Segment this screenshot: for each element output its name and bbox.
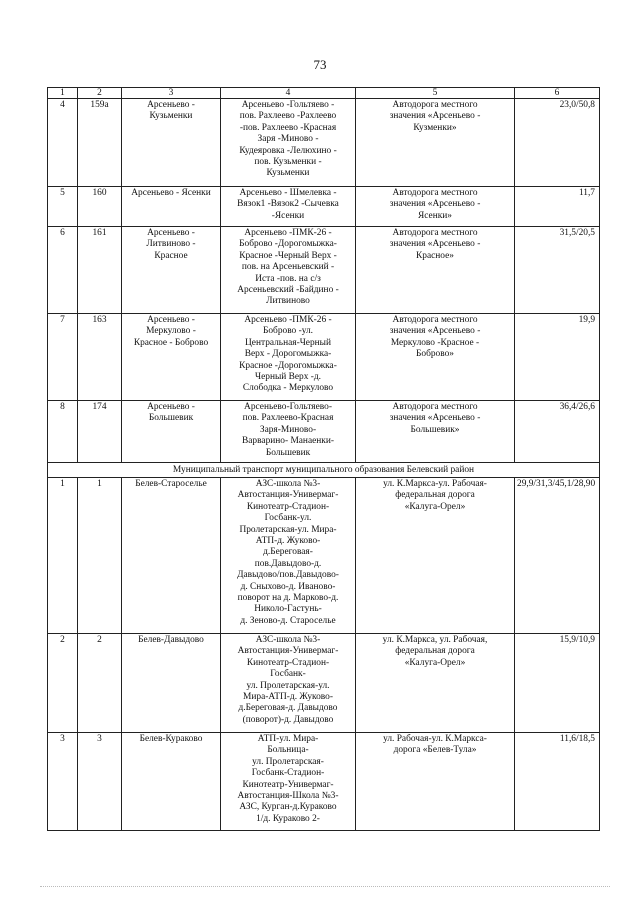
route-path-cell: Арсеньево - Шмелевка - Вязок1 -Вязок2 -Сычевка -Ясенки bbox=[221, 187, 356, 227]
route-name-cell: Арсеньево - Кузьменки bbox=[122, 99, 221, 187]
table-header-row bbox=[48, 88, 600, 99]
scan-artifact-line bbox=[40, 886, 610, 888]
route-number-cell: 161 bbox=[78, 227, 122, 314]
route-path-cell: АЗС-школа №3- Автостанция-Универмаг- Кинотеатр-Стадион- Госбанк- ул. Пролетарская-ул. Мира-АТП-д. Жуково- д.Береговая-д. Давыдово (поворот)-д. Давыдово bbox=[221, 634, 356, 733]
route-number-cell: 159а bbox=[78, 99, 122, 187]
section-row bbox=[48, 463, 600, 478]
table-row bbox=[48, 634, 600, 733]
route-path-cell: АЗС-школа №3- Автостанция-Универмаг- Кинотеатр-Стадион- Госбанк-ул. Пролетарская-ул. Мира- АТП-д. Жуково- д.Береговая- пов.Давыдово-д. Давыдово/пов.Давыдово- д. Сныхово-д. Иваново- поворот на д. Марково-д. Николо-Гастунь- д. Зеново-д. Староселье bbox=[221, 478, 356, 634]
route-number-cell: 2 bbox=[78, 634, 122, 733]
road-cell: ул. К.Маркса-ул. Рабочая- федеральная дорога «Калуга-Орел» bbox=[356, 478, 515, 634]
road-cell: Автодорога местного значения «Арсеньево - Кузменки» bbox=[356, 99, 515, 187]
route-path-cell: Арсеньево -Гольтяево - пов. Рахлеево -Рахлеево -пов. Рахлеево -Красная Заря -Миново - Кудеяровка -Лелюхино - пов. Кузьменки - Кузьменки bbox=[221, 99, 356, 187]
road-cell: ул. Рабочая-ул. К.Маркса- дорога «Белев-Тула» bbox=[356, 733, 515, 831]
route-number-cell: 3 bbox=[78, 733, 122, 831]
table-row bbox=[48, 733, 600, 831]
column-header: 5 bbox=[356, 88, 515, 99]
length-cell: 29,9/31,3/45,1/28,90 bbox=[515, 478, 600, 634]
route-path-cell: Арсеньево -ПМК-26 - Боброво -ул. Центральная-Черный Верх - Дорогомыжка- Красное -Дорогомыжка- Черный Верх -д. Слободка - Меркулово bbox=[221, 314, 356, 401]
column-header: 6 bbox=[515, 88, 600, 99]
road-cell: Автодорога местного значения «Арсеньево - Меркулово -Красное - Боброво» bbox=[356, 314, 515, 401]
route-name-cell: Арсеньево - Литвиново - Красное bbox=[122, 227, 221, 314]
table-row bbox=[48, 99, 600, 187]
table-row bbox=[48, 478, 600, 634]
length-cell: 11,6/18,5 bbox=[515, 733, 600, 831]
row-number-cell: 4 bbox=[48, 99, 78, 187]
route-name-cell: Арсеньево - Большевик bbox=[122, 401, 221, 463]
section-title: Муниципальный транспорт муниципального образования Белевский район bbox=[48, 463, 600, 478]
column-header: 4 bbox=[221, 88, 356, 99]
length-cell: 36,4/26,6 bbox=[515, 401, 600, 463]
row-number-cell: 3 bbox=[48, 733, 78, 831]
length-cell: 11,7 bbox=[515, 187, 600, 227]
road-cell: Автодорога местного значения «Арсеньево - Красное» bbox=[356, 227, 515, 314]
table-row bbox=[48, 401, 600, 463]
route-name-cell: Белев-Староселье bbox=[122, 478, 221, 634]
column-header: 3 bbox=[122, 88, 221, 99]
page-number: 73 bbox=[313, 57, 327, 72]
road-cell: Автодорога местного значения «Арсеньево - Ясенки» bbox=[356, 187, 515, 227]
route-number-cell: 1 bbox=[78, 478, 122, 634]
route-number-cell: 174 bbox=[78, 401, 122, 463]
road-cell: Автодорога местного значения «Арсеньево - Большевик» bbox=[356, 401, 515, 463]
length-cell: 31,5/20,5 bbox=[515, 227, 600, 314]
length-cell: 19,9 bbox=[515, 314, 600, 401]
route-name-cell: Арсеньево - Ясенки bbox=[122, 187, 221, 227]
row-number-cell: 6 bbox=[48, 227, 78, 314]
route-name-cell: Белев-Давыдово bbox=[122, 634, 221, 733]
length-cell: 23,0/50,8 bbox=[515, 99, 600, 187]
table-row bbox=[48, 227, 600, 314]
table-row bbox=[48, 314, 600, 401]
route-path-cell: Арсеньево -ПМК-26 - Боброво -Дорогомыжка- Красное -Черный Верх - пов. на Арсеньевский - Иста -пов. на с/з Арсеньевский -Байдино - Литвиново bbox=[221, 227, 356, 314]
row-number-cell: 1 bbox=[48, 478, 78, 634]
route-number-cell: 163 bbox=[78, 314, 122, 401]
row-number-cell: 2 bbox=[48, 634, 78, 733]
route-number-cell: 160 bbox=[78, 187, 122, 227]
column-header: 2 bbox=[78, 88, 122, 99]
table-row bbox=[48, 187, 600, 227]
route-name-cell: Белев-Кураково bbox=[122, 733, 221, 831]
route-name-cell: Арсеньево - Меркулово - Красное - Боброво bbox=[122, 314, 221, 401]
routes-table bbox=[47, 87, 600, 831]
road-cell: ул. К.Маркса, ул. Рабочая, федеральная дорога «Калуга-Орел» bbox=[356, 634, 515, 733]
row-number-cell: 8 bbox=[48, 401, 78, 463]
row-number-cell: 5 bbox=[48, 187, 78, 227]
length-cell: 15,9/10,9 bbox=[515, 634, 600, 733]
row-number-cell: 7 bbox=[48, 314, 78, 401]
route-path-cell: Арсеньево-Гольтяево- пов. Рахлеево-Красная Заря-Миново- Варварино- Манаенки- Большевик bbox=[221, 401, 356, 463]
column-header: 1 bbox=[48, 88, 78, 99]
route-path-cell: АТП-ул. Мира- Больница- ул. Пролетарская- Госбанк-Стадион- Кинотеатр-Универмаг- Автостанция-Школа №3- АЗС, Курган-д.Кураково 1/д. Кураково 2- bbox=[221, 733, 356, 831]
